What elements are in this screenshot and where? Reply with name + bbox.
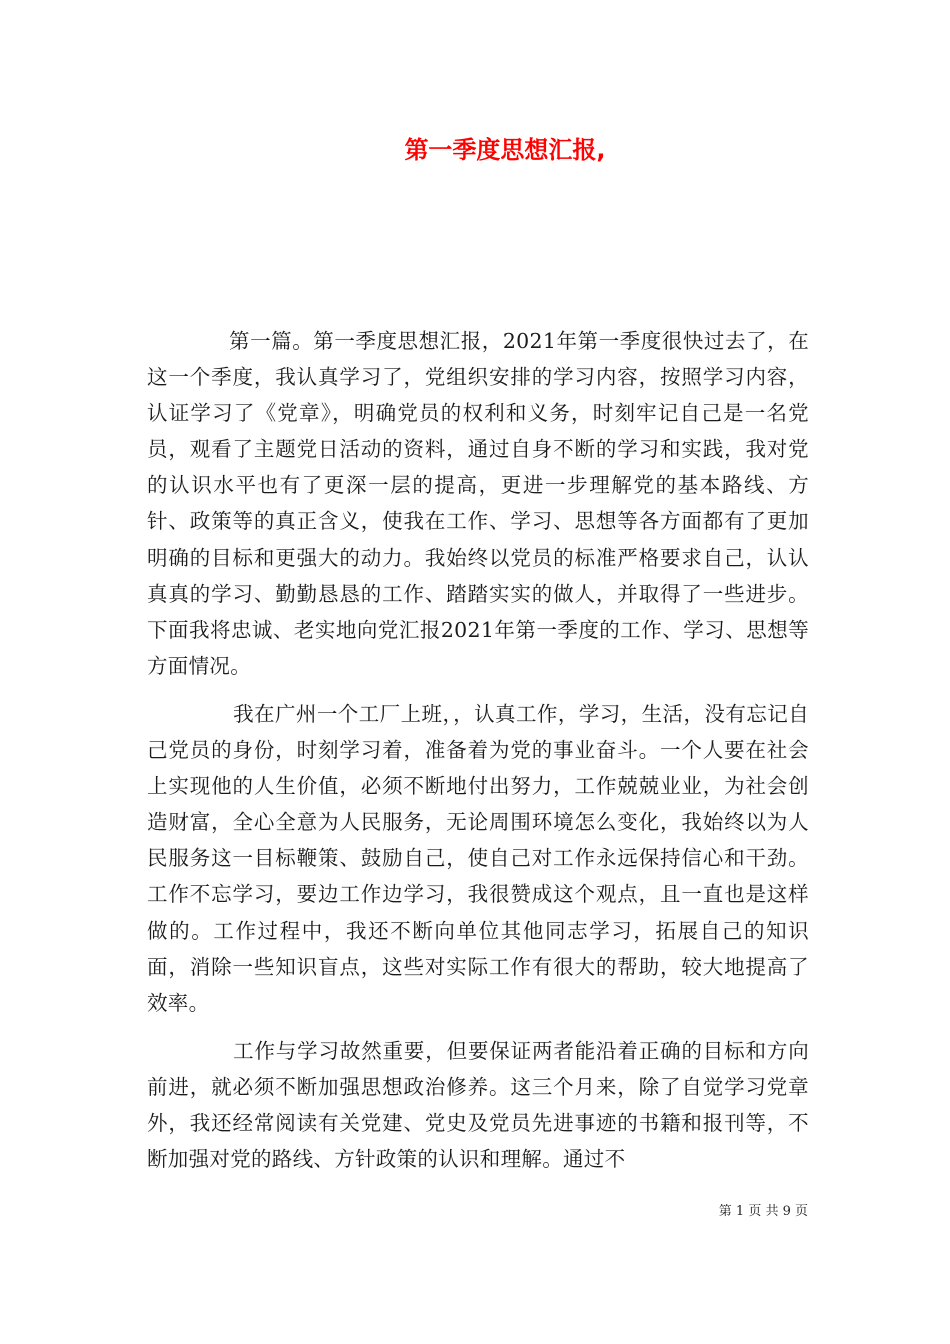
page-number-footer: 第 1 页 共 9 页 <box>718 1204 808 1219</box>
page-title: 第一季度思想汇报, <box>404 136 606 164</box>
paragraph-1: 第一篇。第一季度思想汇报，2021年第一季度很快过去了，在这一个季度，我认真学习了，党组织安排的学习内容，按照学习内容，认证学习了《党章》，明确党员的权利和义务，时刻牢记自己是一名党员，观看了主题党日活动的资料，通过自身不断的学习和实践，我对党的认识水平也有了更深一层的提高，更进一步理解党的基本路线、方针、政策等的真正含义，使我在工作、学习、思想等各方面都有了更加明确的目标和更强大的动力。我始终以党员的标准严格要求自己，认认真真的学习、勤勤恳恳的工作、踏踏实实的做人，并取得了一些进步。下面我将忠诚、老实地向党汇报2021年第一季度的工作、学习、思想等方面情况。 <box>147 329 809 678</box>
paragraph-3: 工作与学习故然重要，但要保证两者能沿着正确的目标和方向前进，就必须不断加强思想政治修养。这三个月来，除了自觉学习党章外，我还经常阅读有关党建、党史及党员先进事迹的书籍和报刊等，不断加强对党的路线、方针政策的认识和理解。通过不 <box>147 1038 809 1172</box>
document-body <box>147 323 809 1189</box>
paragraph-2: 我在广州一个工厂上班，，认真工作，学习，生活，没有忘记自己党员的身份，时刻学习着，准备着为党的事业奋斗。一个人要在社会上实现他的人生价值，必须不断地付出努力，工作兢兢业业，为社会创造财富，全心全意为人民服务，无论周围环境怎么变化，我始终以为人民服务这一目标鞭策、鼓励自己，使自己对工作永远保持信心和干劲。工作不忘学习，要边工作边学习，我很赞成这个观点，且一直也是这样做的。工作过程中，我还不断向单位其他同志学习，拓展自己的知识面，消除一些知识盲点，这些对实际工作有很大的帮助，较大地提高了效率。 <box>147 701 809 1015</box>
